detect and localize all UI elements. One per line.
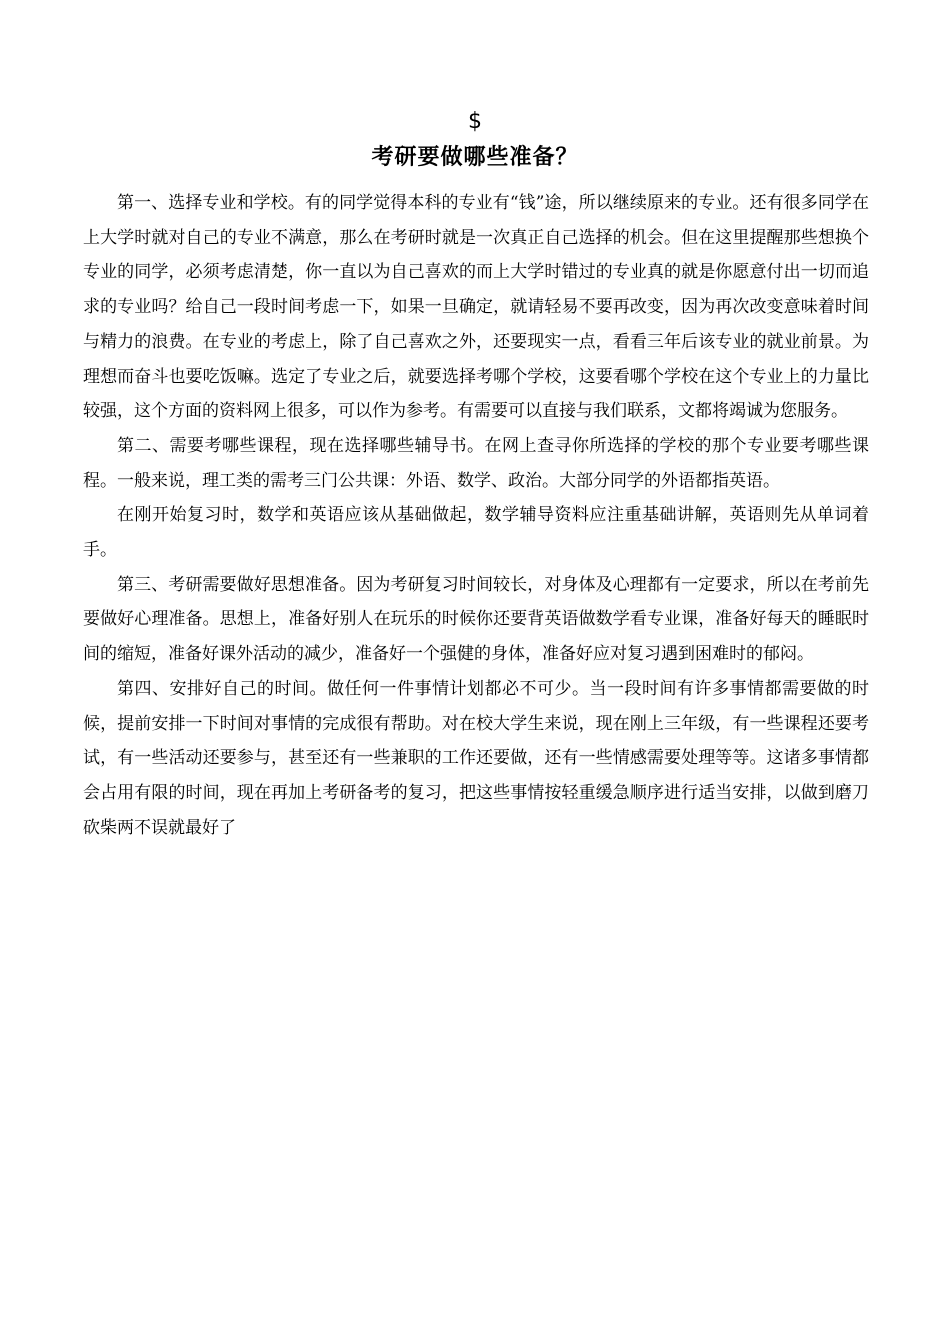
paragraph-4: 第三、考研需要做好思想准备。因为考研复习时间较长，对身体及心理都有一定要求，所以在考前先要做好心理准备。思想上，准备好别人在玩乐的时候你还要背英语做数学看专业课，准备好每天的睡眠时间的缩短，准备好课外活动的减少，准备好一个强健的身体，准备好应对复习遇到困难时的郁闷。 bbox=[83, 574, 869, 665]
paragraph-5: 第四、安排好自己的时间。做任何一件事情计划都必不可少。当一段时间有许多事情都需要做的时候，提前安排一下时间对事情的完成很有帮助。对在校大学生来说，现在刚上三年级，有一些课程还要考试，有一些活动还要参与，甚至还有一些兼职的工作还要做，还有一些情感需要处理等等。这诸多事情都会占用有限的时间，现在再加上考研备考的复习，把这些事情按轻重缓急顺序进行适当安排，以做到磨刀砍柴两不误就最好了 bbox=[83, 678, 869, 838]
header-symbol: $ bbox=[468, 109, 482, 134]
paragraph-2: 第二、需要考哪些课程，现在选择哪些辅导书。在网上查寻你所选择的学校的那个专业要考哪些课程。一般来说，理工类的需考三门公共课：外语、数学、政治。大部分同学的外语都指英语。 bbox=[83, 435, 869, 491]
page-title: 考研要做哪些准备？ bbox=[371, 145, 579, 170]
document-body bbox=[83, 186, 869, 845]
paragraph-3: 在刚开始复习时，数学和英语应该从基础做起，数学辅导资料应注重基础讲解，英语则先从单词着手。 bbox=[83, 505, 869, 561]
paragraph-1: 第一、选择专业和学校。有的同学觉得本科的专业有“钱”途，所以继续原来的专业。还有很多同学在上大学时就对自己的专业不满意，那么在考研时就是一次真正自己选择的机会。但在这里提醒那些想换个专业的同学，必须考虑清楚，你一直以为自己喜欢的而上大学时错过的专业真的就是你愿意付出一切而追求的专业吗？给自己一段时间考虑一下，如果一旦确定，就请轻易不要再改变，因为再次改变意味着时间与精力的浪费。在专业的考虑上，除了自己喜欢之外，还要现实一点，看看三年后该专业的就业前景。为理想而奋斗也要吃饭嘛。选定了专业之后，就要选择考哪个学校，这要看哪个学校在这个专业上的力量比较强，这个方面的资料网上很多，可以作为参考。有需要可以直接与我们联系，文都将竭诚为您服务。 bbox=[83, 193, 869, 422]
